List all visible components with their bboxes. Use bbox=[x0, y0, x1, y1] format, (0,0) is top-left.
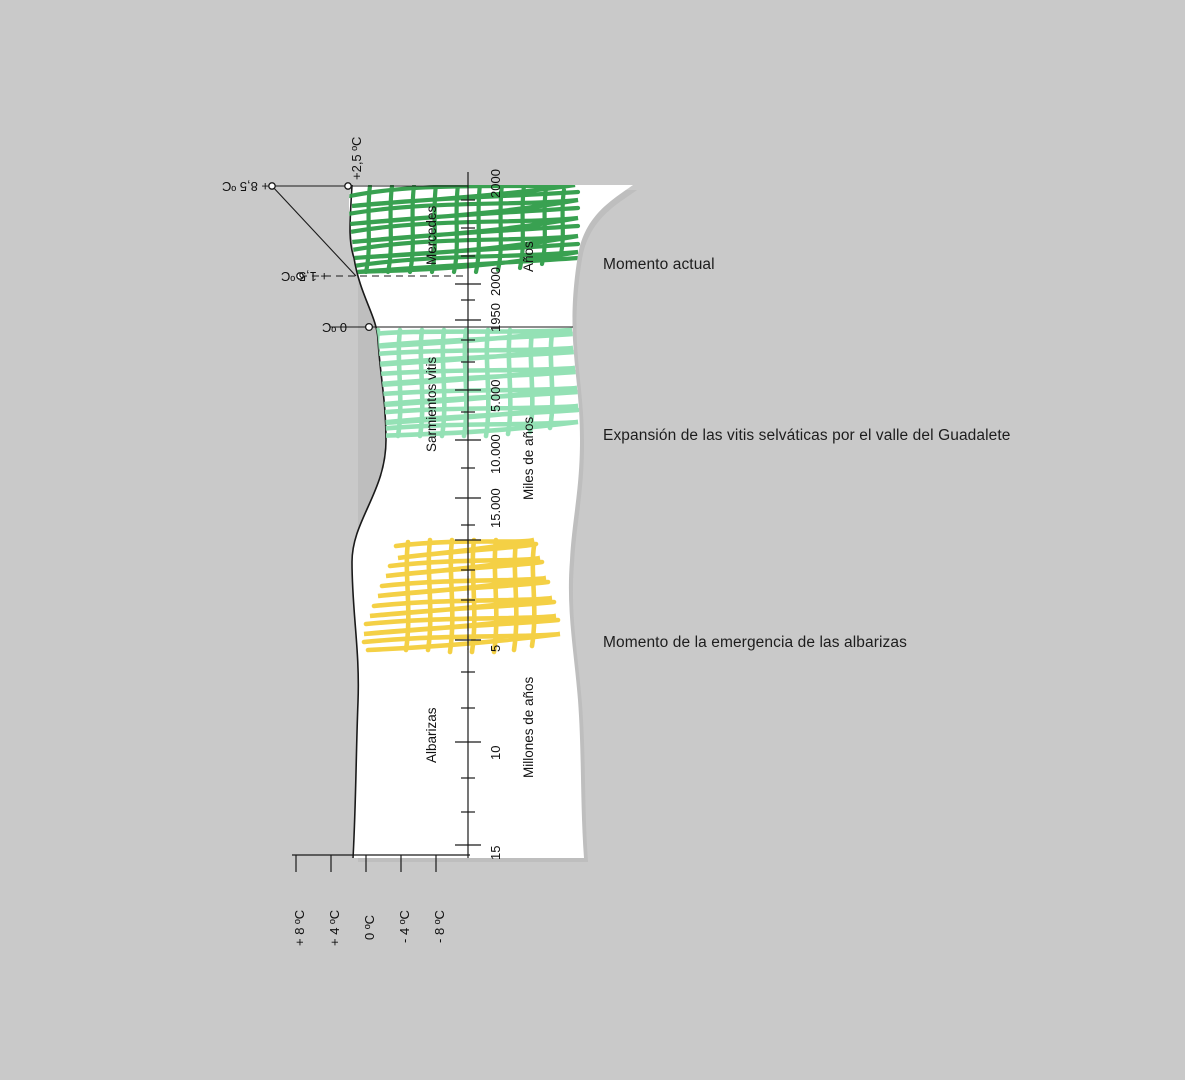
column-body bbox=[272, 185, 633, 858]
scale-tick-1950: 1950 bbox=[488, 303, 503, 332]
scale-tick-5m: 5 bbox=[488, 644, 503, 652]
annotation-vitis-selvaticas: Expansión de las vitis selváticas por el valle del Guadalete bbox=[603, 427, 1011, 444]
temp-tick-minus8: - 8 ºC bbox=[432, 910, 447, 943]
temp-tick-plus4: + 4 ºC bbox=[327, 909, 342, 946]
annotation-albarizas: Momento de la emergencia de las albarizas bbox=[603, 634, 907, 651]
scale-tick-15m: 15 bbox=[488, 845, 503, 860]
band-label-mercedes: Mercedes bbox=[424, 205, 439, 265]
temp-tick-plus8: + 8 ºC bbox=[292, 909, 307, 946]
scale-tick-2000: 2000 bbox=[488, 267, 503, 296]
scale-tick-2000-top: 2000 bbox=[488, 169, 503, 198]
temp-tick-zero: 0 ºC bbox=[362, 915, 377, 940]
annotation-momento-actual: Momento actual bbox=[603, 256, 715, 273]
scale-tick-10m: 10 bbox=[488, 745, 503, 760]
scale-tick-10000: 10.000 bbox=[488, 434, 503, 474]
scale-tick-15000: 15.000 bbox=[488, 488, 503, 528]
axis-unit-millones: Millones de años bbox=[521, 676, 536, 778]
temp-callout-1-5: + 1,5 ºC bbox=[281, 269, 329, 284]
temp-callout-8-5: + 8,5 ºC bbox=[222, 179, 270, 194]
temp-tick-minus4: - 4 ºC bbox=[397, 910, 412, 943]
band-label-albarizas: Albarizas bbox=[424, 707, 439, 763]
scale-tick-5000: 5.000 bbox=[488, 379, 503, 412]
temp-callout-0: 0 ºC bbox=[322, 320, 347, 335]
axis-unit-anos: Años bbox=[521, 241, 536, 272]
band-label-sarmientos: Sarmientos vitis bbox=[424, 356, 439, 452]
axis-unit-miles: Miles de años bbox=[521, 416, 536, 500]
temp-callout-2-5: +2,5 ºC bbox=[349, 136, 364, 180]
